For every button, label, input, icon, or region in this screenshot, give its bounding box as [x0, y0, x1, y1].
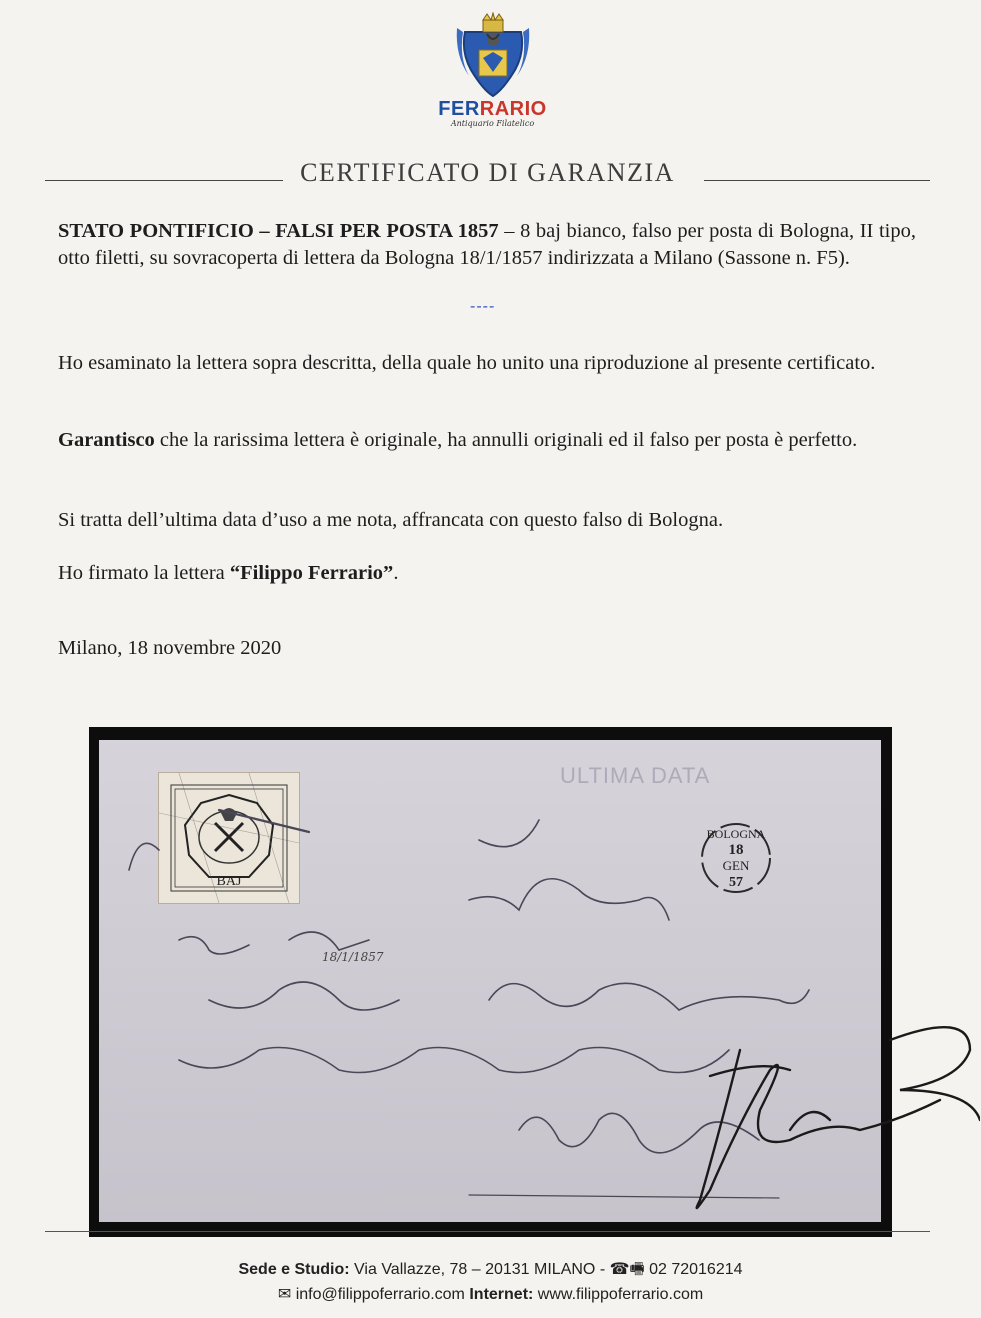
postmark-city: BOLOGNA	[706, 827, 766, 841]
guarantee-paragraph	[58, 427, 916, 454]
certificate-title: CERTIFICATO DI GARANZIA	[300, 158, 675, 187]
faint-stamp-text: ULTIMA DATA	[560, 763, 711, 788]
item-text: – 8 baj bianco, falso per posta di Bologna, II tipo, otto filetti, su sovracoperta di lettera da Bologna 18/1/1857 indirizzata a Milano (Sassone n. F5).	[58, 220, 916, 269]
internet-label: Internet:	[469, 1286, 534, 1303]
brand-tagline: Antiquario Filatelico	[450, 119, 535, 128]
handwritten-date: 18/1/1857	[322, 950, 384, 964]
signed-suffix: .	[393, 562, 399, 584]
exam-paragraph: Ho esaminato la lettera sopra descritta, della quale ho unito una riproduzione al presente certificato.	[58, 352, 876, 374]
ferrario-signature-icon	[640, 1010, 980, 1220]
ferrario-logo	[425, 12, 560, 142]
signer-name: “Filippo Ferrario”	[229, 562, 394, 584]
email-link[interactable]: info@filippoferrario.com	[295, 1286, 465, 1303]
email-icon: ✉	[277, 1286, 296, 1303]
footer-rule	[45, 1231, 930, 1232]
svg-text:BAJ: BAJ	[216, 874, 242, 889]
seat-label: Sede e Studio:	[238, 1261, 350, 1278]
item-heading: STATO PONTIFICIO – FALSI PER POSTA 1857	[58, 220, 499, 242]
footer-address-line	[0, 1258, 981, 1285]
guarantee-bold: Garantisco	[58, 429, 155, 451]
phone-fax-icon: ☎🖷	[609, 1261, 645, 1278]
signed-prefix: Ho firmato la lettera	[58, 562, 230, 584]
postmark-year: 57	[729, 875, 743, 890]
crest-icon	[453, 12, 533, 100]
item-description	[58, 218, 916, 272]
postmark-day: 18	[728, 842, 744, 858]
note-paragraph: Si tratta dell’ultima data d’uso a me nota, affrancata con questo falso di Bologna.	[58, 509, 724, 531]
place-date: Milano, 18 novembre 2020	[58, 637, 282, 659]
signed-paragraph	[58, 560, 916, 587]
title-rule-right	[704, 180, 930, 181]
guarantee-text: che la rarissima lettera è originale, ha annulli originali ed il falso per posta è perfetto.	[154, 429, 858, 451]
website-link[interactable]: www.filippoferrario.com	[533, 1286, 704, 1303]
postmark-month: GEN	[722, 858, 750, 873]
brand-name: FERRARIO	[438, 98, 547, 120]
phone-number: 02 72016214	[644, 1261, 743, 1278]
footer-contact-line	[0, 1284, 981, 1304]
separator: ----	[470, 298, 496, 315]
address-text: Via Vallazze, 78 – 20131 MILANO -	[349, 1261, 610, 1278]
certificate-title-row	[45, 158, 930, 188]
